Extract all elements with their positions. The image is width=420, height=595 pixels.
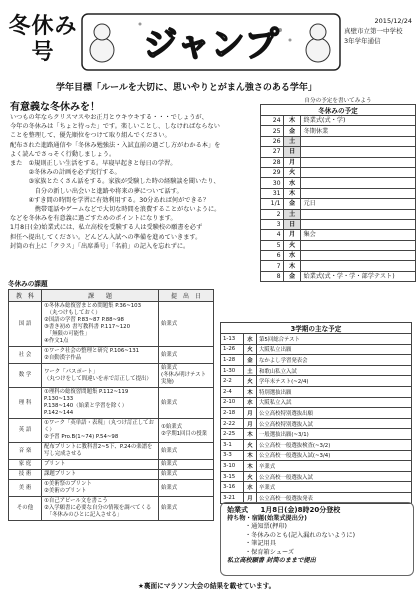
event-weekday: 土	[244, 365, 257, 376]
schedule-weekday: 日	[283, 147, 301, 157]
homework-task: P.138~140（始業と学習を除く） P.142~144	[44, 403, 128, 416]
ceremony-note: 私立高校願書 封筒のままで提出	[227, 557, 316, 564]
homework-task: 課題プリント	[44, 471, 77, 477]
schedule-weekday: 金	[283, 199, 301, 209]
schedule-day: 31	[261, 188, 284, 198]
schedule-day: 27	[261, 147, 284, 157]
homework-task: ①冬休み総復習まとめ問題集 P.36~103	[44, 303, 142, 309]
schedule-row	[261, 167, 416, 177]
schedule-day: 25	[261, 126, 284, 136]
intro-line: 担任へ提出してください。どんどん入試への準備を進めていきます。	[10, 233, 202, 241]
event-weekday: 火	[244, 376, 257, 387]
event-row	[221, 334, 412, 345]
event-date: 2-22	[221, 418, 244, 429]
schedule-weekday: 土	[283, 136, 301, 146]
homework-task: ①ワーク社会の整理と研究 P.106~131	[44, 348, 140, 354]
event-row	[221, 429, 412, 440]
intro-line: よく読んでさっそく行動しましょう。	[10, 150, 116, 158]
event-weekday: 月	[244, 408, 257, 419]
schedule-event[interactable]	[301, 251, 416, 261]
homework-row	[9, 497, 214, 521]
homework-due: ①始業式 ②学期1回目の授業	[159, 419, 214, 443]
schedule-weekday: 木	[283, 116, 301, 126]
issue-date: 2015/12/24	[374, 17, 412, 25]
homework-tasks	[42, 443, 159, 460]
event-weekday: 水	[244, 397, 257, 408]
schedule-row	[261, 136, 416, 146]
event-date: 3-10	[221, 461, 244, 472]
schedule-day: 3	[261, 219, 284, 229]
events-section	[220, 322, 412, 504]
ceremony-box	[220, 502, 414, 576]
schedule-row	[261, 261, 416, 271]
event-date: 2-4	[221, 386, 244, 397]
schedule-weekday: 金	[283, 126, 301, 136]
schedule-day: 30	[261, 178, 284, 188]
intro-line: 自分の新しい出会いと進路や将来の夢について話す。	[10, 187, 183, 195]
homework-subject: 理 科	[9, 388, 42, 419]
intro-line: ③家族とたくさん話をする。家族が受験した時の経験談を聞いたり、	[10, 178, 220, 186]
event-date: 1-26	[221, 344, 244, 355]
schedule-row	[261, 147, 416, 157]
schedule-table	[260, 115, 416, 282]
schedule-day: 24	[261, 116, 284, 126]
event-date: 3-16	[221, 482, 244, 493]
homework-table	[8, 289, 214, 521]
homework-tasks	[42, 460, 159, 470]
schedule-day: 8	[261, 271, 284, 281]
event-weekday: 水	[244, 482, 257, 493]
event-name: 公立高校一般選抜検査(~3/2)	[257, 439, 412, 450]
event-row	[221, 376, 412, 387]
homework-task: ④作文1点	[44, 338, 69, 344]
schedule-row	[261, 271, 416, 281]
homework-due: 始業式 (冬休み明けテスト実施)	[159, 364, 214, 388]
event-row	[221, 482, 412, 493]
events-table	[220, 333, 412, 504]
issue-title-line1: 冬休み	[8, 14, 78, 39]
schedule-event[interactable]	[301, 147, 416, 157]
event-name: 和歌山私立入試	[257, 365, 412, 376]
intro-line: ②冬休みの計画を必ず実行する。	[10, 169, 121, 177]
schedule-weekday: 木	[283, 261, 301, 271]
homework-task: ②自動漢字作品	[44, 355, 82, 361]
event-weekday: 火	[244, 344, 257, 355]
event-date: 1-28	[221, 355, 244, 366]
schedule-row	[261, 251, 416, 261]
event-name: 学年末テスト(~2/4)	[257, 376, 412, 387]
event-date: 1-30	[221, 365, 244, 376]
schedule-event[interactable]	[301, 219, 416, 229]
event-name: 公立高校一般選抜発表	[257, 492, 412, 503]
schedule-weekday: 火	[283, 167, 301, 177]
homework-subject: その他	[9, 497, 42, 521]
issue-title	[6, 14, 80, 66]
schedule-event[interactable]	[301, 178, 416, 188]
event-weekday: 木	[244, 386, 257, 397]
ceremony-date: 1月8日(金)8時20分登校	[260, 506, 341, 514]
schedule-weekday: 日	[283, 219, 301, 229]
homework-subject: 数 学	[9, 364, 42, 388]
homework-task: ②予習 Pro.B(1~74) P.54~98	[44, 434, 119, 440]
intro-line: いつもの年ならクリスマスやお正月とウキウキする・・・でしょうが、	[10, 114, 208, 121]
homework-due: 始業式	[159, 480, 214, 497]
event-name: 一般選抜出願(~3/1)	[257, 429, 412, 440]
grade-goal: 学年目標「ルールを大切に、思いやりとがまん強さのある学年」	[56, 83, 317, 93]
homework-due: 始業式	[159, 470, 214, 480]
intro-section	[10, 98, 250, 251]
intro-line: 1月8日(金)始業式には、私立高校を受験する人は受験校の願書を必ず	[10, 224, 203, 232]
schedule-event[interactable]: 冬期休業	[301, 126, 416, 136]
schedule-header: 冬休みの予定	[260, 104, 416, 115]
hw-col-due: 提 出 日	[159, 290, 214, 302]
homework-task: 「冬休みのひとに記入させる」	[44, 512, 123, 518]
ceremony-item-4: ・保育箱シューズ	[245, 548, 295, 556]
schedule-event[interactable]	[301, 261, 416, 271]
event-date: 3-15	[221, 471, 244, 482]
event-weekday: 木	[244, 450, 257, 461]
event-weekday: 木	[244, 429, 257, 440]
event-row	[221, 450, 412, 461]
intro-line: ④すき間の時間を学習に有効利用する。30分あれば何ができる？	[10, 196, 210, 204]
schedule-event[interactable]	[301, 167, 416, 177]
schedule-event[interactable]	[301, 209, 416, 219]
homework-tasks	[42, 419, 159, 443]
ceremony-heading: 始業式	[227, 506, 248, 514]
schedule-day: 26	[261, 136, 284, 146]
homework-subject: 音 楽	[9, 443, 42, 460]
schedule-row	[261, 126, 416, 136]
schedule-day: 2	[261, 209, 284, 219]
hw-col-task: 課 題	[42, 290, 159, 302]
event-weekday: 金	[244, 355, 257, 366]
homework-heading: 冬休みの課題	[8, 280, 48, 288]
event-name: 大阪私立入試	[257, 397, 412, 408]
intro-line: 配布された進路通信や「冬休み勉強法・入試直前の過ごし方がわかる本」を	[10, 141, 221, 149]
event-row	[221, 397, 412, 408]
schedule-weekday: 土	[283, 209, 301, 219]
homework-tasks	[42, 388, 159, 419]
event-weekday: 木	[244, 461, 257, 472]
event-date: 1-13	[221, 334, 244, 345]
school-name: 真壁市立第一中学校	[344, 27, 403, 35]
homework-task: ③書き初め 書写教科書 P.117~120	[44, 324, 130, 330]
event-weekday: 月	[244, 418, 257, 429]
homework-tasks	[42, 302, 159, 347]
intro-heading: 有意義な冬休みを！	[10, 102, 100, 113]
homework-subject: 美 術	[9, 480, 42, 497]
schedule-weekday: 火	[283, 240, 301, 250]
schedule-weekday: 水	[283, 178, 301, 188]
homework-due: 始業式	[159, 302, 214, 347]
snowman-left-icon	[90, 38, 114, 62]
homework-tasks	[42, 480, 159, 497]
homework-task: プリント	[44, 461, 66, 467]
grade-line: 3年学年通信	[344, 37, 381, 45]
homework-subject: 家 庭	[9, 460, 42, 470]
ceremony-item-1: ・通知票(押印)	[245, 523, 287, 530]
homework-section	[8, 278, 214, 521]
issue-meta	[344, 16, 418, 46]
event-name: 公立高校一般選抜入試(~3/4)	[257, 450, 412, 461]
schedule-weekday: 木	[283, 188, 301, 198]
event-name: 公立高校特別選抜出願	[257, 408, 412, 419]
event-weekday: 火	[244, 439, 257, 450]
schedule-weekday: 水	[283, 251, 301, 261]
event-weekday: 水	[244, 334, 257, 345]
event-name: 公立高校特別選抜入試	[257, 418, 412, 429]
homework-task: ②国語の学習 P.83~87 P.88~98	[44, 317, 124, 323]
intro-line: 今年の冬休みは「ちょと待った」です。楽しいことし、しなければならない	[10, 123, 220, 131]
homework-task: ②入学願書に必要な自分の情報を調べてくる	[44, 505, 152, 511]
schedule-row	[261, 157, 416, 167]
schedule-row	[261, 188, 416, 198]
homework-due: 始業式	[159, 443, 214, 460]
schedule-day: 28	[261, 157, 284, 167]
event-row	[221, 418, 412, 429]
event-name: なかよし学習発表会	[257, 355, 412, 366]
schedule-day: 1/1	[261, 199, 284, 209]
snowman-right-icon	[306, 38, 330, 62]
event-name: 卒業式	[257, 482, 412, 493]
homework-task: ①自己アピール文を書こう	[44, 498, 108, 504]
homework-task: ワーク「パスポート」	[44, 368, 98, 375]
issue-title-line2: 号	[31, 40, 55, 65]
schedule-event[interactable]: 元日	[301, 199, 416, 209]
event-date: 2-18	[221, 408, 244, 419]
homework-row	[9, 347, 214, 364]
intro-body	[10, 113, 250, 251]
schedule-row	[261, 240, 416, 250]
event-row	[221, 461, 412, 472]
schedule-event[interactable]: 集会	[301, 230, 416, 240]
event-date: 2-2	[221, 376, 244, 387]
ceremony-item-2: ・冬休みのとも(記入漏れのないように)	[245, 531, 356, 539]
schedule-event[interactable]	[301, 157, 416, 167]
schedule-event[interactable]: 終業式(式・学)	[301, 116, 416, 126]
homework-task: ②美術のプリント	[44, 488, 87, 494]
homework-due: 始業式	[159, 497, 214, 521]
banner-title: ジャンプ	[143, 25, 279, 65]
newsletter-banner	[80, 10, 342, 74]
schedule-row	[261, 199, 416, 209]
event-date: 3-3	[221, 450, 244, 461]
homework-tasks	[42, 364, 159, 388]
event-row	[221, 344, 412, 355]
schedule-section	[260, 96, 416, 282]
schedule-day: 6	[261, 251, 284, 261]
event-row	[221, 471, 412, 482]
homework-due: 始業式	[159, 388, 214, 419]
event-date: 3-21	[221, 492, 244, 503]
schedule-caption: 自分の予定を書いてみよう	[304, 98, 372, 104]
schedule-row	[261, 219, 416, 229]
homework-task: ①美術祭のプリント	[44, 481, 92, 487]
intro-line: ことを整理して、優先順位をつけて取り組んでください。	[10, 132, 171, 140]
homework-task: 写し完成させる	[44, 451, 82, 457]
schedule-row	[261, 209, 416, 219]
event-date: 2-25	[221, 429, 244, 440]
ceremony-items-label: 持ち物・宿題(始業式提出分)	[227, 514, 307, 522]
events-header: 3学期の主な予定	[220, 322, 412, 333]
intro-line: などを冬休みを有意義に過ごすためのポイントになります。	[10, 215, 177, 223]
event-date: 2-10	[221, 397, 244, 408]
homework-row	[9, 470, 214, 480]
homework-task: 「無限の可能性」	[44, 331, 90, 337]
footer-note: ★裏面にマラソン大会の結果を載せています。	[138, 582, 276, 590]
homework-due: 始業式	[159, 460, 214, 470]
schedule-weekday: 月	[283, 157, 301, 167]
intro-line: 封筒の右上に「クラス」「出席番号」「名前」の記入を忘れずに。	[10, 242, 190, 250]
schedule-weekday: 金	[283, 271, 301, 281]
homework-subject: 英 語	[9, 419, 42, 443]
schedule-day: 29	[261, 167, 284, 177]
homework-row	[9, 388, 214, 419]
event-row	[221, 365, 412, 376]
homework-row	[9, 419, 214, 443]
homework-task: 配布プリントに教科書2~5下、P.24の楽譜を	[44, 444, 153, 450]
homework-subject: 国 語	[9, 302, 42, 347]
homework-tasks	[42, 470, 159, 480]
homework-row	[9, 443, 214, 460]
event-row	[221, 355, 412, 366]
schedule-weekday: 月	[283, 230, 301, 240]
schedule-event[interactable]: 始業式(式・学・学・部学テスト)	[301, 271, 416, 281]
homework-due: 始業式	[159, 347, 214, 364]
homework-task: （丸つけをして間違いを赤で訂正して提出）	[44, 375, 152, 382]
schedule-event[interactable]	[301, 136, 416, 146]
homework-row	[9, 460, 214, 470]
intro-line: また ①規則正しい生活をする。早寝早起きと毎日の学習。	[10, 160, 177, 168]
homework-task: ①ワーク「英単語・表現」（丸つけ訂正しておく）	[44, 420, 154, 433]
homework-task: ①理科の総復習問題集 P.112~119 P.130~133	[44, 389, 129, 402]
homework-task: （丸つけもしておく）	[44, 310, 101, 316]
schedule-event[interactable]	[301, 188, 416, 198]
event-row	[221, 439, 412, 450]
event-weekday: 火	[244, 471, 257, 482]
event-name: 公立高校一般選抜入試	[257, 471, 412, 482]
schedule-row	[261, 230, 416, 240]
event-weekday: 月	[244, 492, 257, 503]
hw-col-subject: 教 科	[9, 290, 42, 302]
event-name: 大阪私立出願	[257, 344, 412, 355]
event-date: 3-1	[221, 439, 244, 450]
homework-row	[9, 480, 214, 497]
homework-subject: 技 術	[9, 470, 42, 480]
schedule-day: 7	[261, 261, 284, 271]
homework-subject: 社 会	[9, 347, 42, 364]
event-row	[221, 386, 412, 397]
event-row	[221, 408, 412, 419]
schedule-day: 5	[261, 240, 284, 250]
event-name: 卒業式	[257, 461, 412, 472]
homework-tasks	[42, 497, 159, 521]
intro-line: 携帯電話やゲームなどで大切な時間を浪費することがないように。	[10, 206, 221, 214]
homework-row	[9, 302, 214, 347]
homework-row	[9, 364, 214, 388]
schedule-event[interactable]	[301, 240, 416, 250]
schedule-day: 4	[261, 230, 284, 240]
event-name: 第5回総合テスト	[257, 334, 412, 345]
schedule-row	[261, 116, 416, 126]
homework-tasks	[42, 347, 159, 364]
schedule-row	[261, 178, 416, 188]
ceremony-item-3: ・筆記用具	[245, 540, 276, 547]
event-name: 特別選抜出願	[257, 386, 412, 397]
